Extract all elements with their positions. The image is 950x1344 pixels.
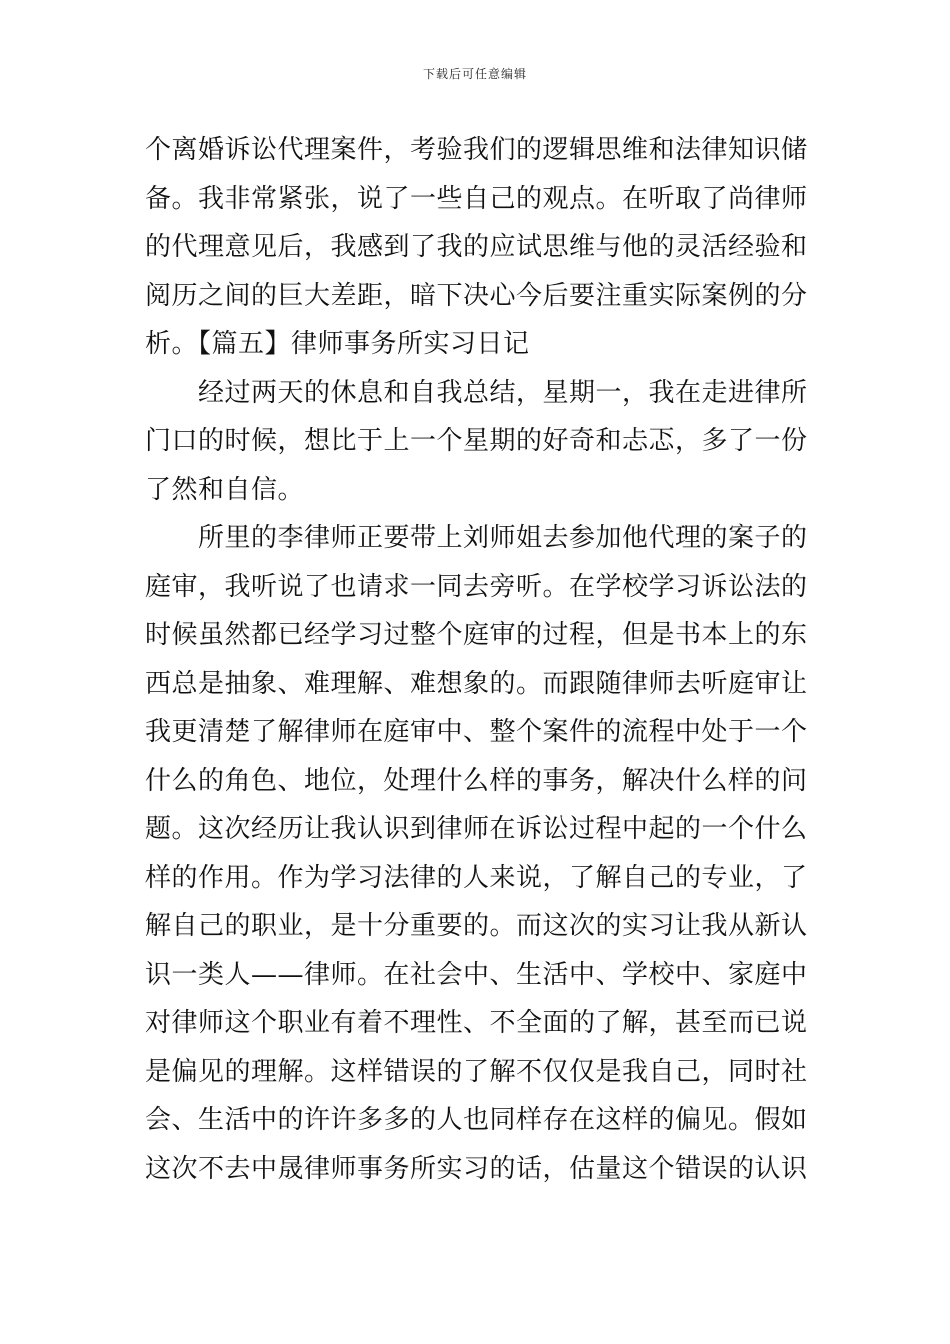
text-line: 备。我非常紧张，说了一些自己的观点。在听取了尚律师 [145, 183, 808, 214]
text-line: 庭审，我听说了也请求一同去旁听。在学校学习诉讼法的 [145, 571, 808, 602]
text-line: 析。【篇五】律师事务所实习日记 [145, 329, 530, 359]
text-line: 是偏见的理解。这样错误的了解不仅仅是我自己，同时社 [145, 1056, 808, 1087]
text-line: 了然和自信。 [145, 474, 305, 505]
text-line: 会、生活中的许许多多的人也同样存在这样的偏见。假如 [145, 1105, 808, 1135]
text-line: 这次不去中晟律师事务所实习的话，估量这个错误的认识 [145, 1153, 808, 1184]
text-line: 解自己的职业，是十分重要的。而这次的实习让我从新认 [145, 911, 808, 941]
text-line: 西总是抽象、难理解、难想象的。而跟随律师去听庭审让 [145, 668, 808, 699]
text-line: 识一类人——律师。在社会中、生活中、学校中、家庭中 [145, 959, 808, 990]
text-line: 门口的时候，想比于上一个星期的好奇和忐忑，多了一份 [145, 426, 808, 456]
text-line: 的代理意见后，我感到了我的应试思维与他的灵活经验和 [145, 232, 808, 262]
page-header: 下载后可任意编辑 [422, 67, 527, 81]
text-line: 时候虽然都已经学习过整个庭审的过程，但是书本上的东 [145, 620, 808, 650]
text-line: 个离婚诉讼代理案件，考验我们的逻辑思维和法律知识储 [145, 135, 808, 165]
text-line: 所里的李律师正要带上刘师姐去参加他代理的案子的 [145, 523, 808, 553]
document-body [145, 126, 815, 1193]
text-line: 经过两天的休息和自我总结，星期一，我在走进律所 [145, 377, 808, 408]
text-line: 题。这次经历让我认识到律师在诉讼过程中起的一个什么 [145, 814, 808, 844]
text-line: 我更清楚了解律师在庭审中、整个案件的流程中处于一个 [145, 717, 808, 747]
text-line: 什么的角色、地位，处理什么样的事务，解决什么样的问 [145, 765, 808, 796]
text-line: 样的作用。作为学习法律的人来说，了解自己的专业，了 [145, 862, 808, 893]
text-line: 阅历之间的巨大差距，暗下决心今后要注重实际案例的分 [145, 280, 808, 311]
text-line: 对律师这个职业有着不理性、不全面的了解，甚至而已说 [145, 1008, 808, 1038]
